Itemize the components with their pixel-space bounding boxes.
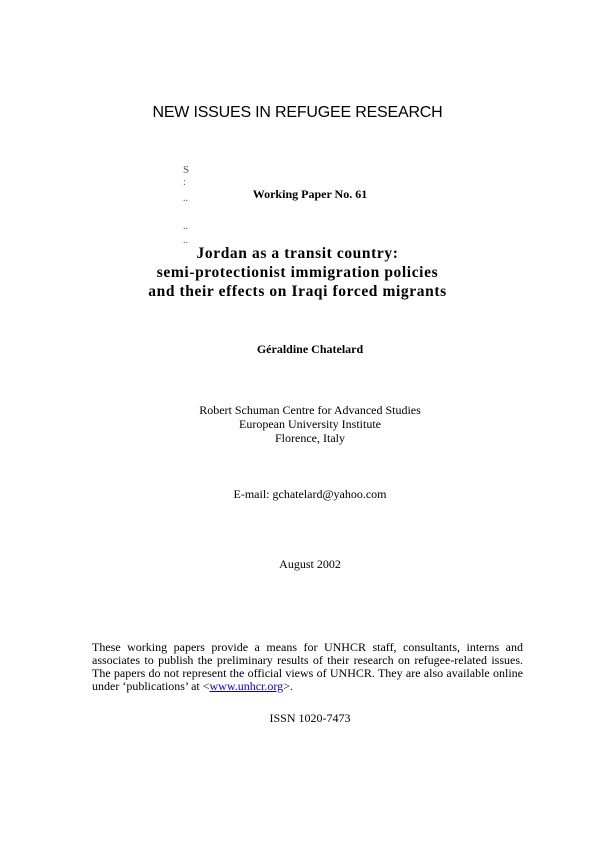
issn-number: ISSN 1020-7473 [269,711,351,725]
author-affiliation [0,403,595,445]
publication-date: August 2002 [279,557,341,571]
unhcr-link[interactable]: www.unhcr.org [209,679,284,693]
author-name: Géraldine Chatelard [256,342,364,356]
author-email: E-mail: gchatelard@yahoo.com [233,487,387,501]
stray-mark: .. [183,235,188,246]
affiliation-line: Florence, Italy [275,431,345,445]
affiliation-line: Robert Schuman Centre for Advanced Studies [199,403,421,417]
disclaimer-paragraph [92,641,523,693]
stray-mark: : [183,177,186,188]
stray-mark: S [183,164,190,176]
paper-title-line: semi-protectionist immigration policies [156,264,439,281]
working-paper-number: Working Paper No. 61 [252,187,368,201]
series-title: NEW ISSUES IN REFUGEE RESEARCH [152,104,443,121]
disclaimer-text-end: >. [283,679,293,693]
stray-mark: .. [183,193,188,204]
paper-title-line: Jordan as a transit country: [196,245,399,262]
stray-mark: .. [183,221,188,232]
paper-title [0,244,595,301]
paper-title-line: and their effects on Iraqi forced migrants [148,283,447,300]
disclaimer-text: These working papers provide a means for UNHCR staff, consultants, interns and associates to publish the preliminary results of their research on refugee-related issues. The papers do not represent the official views of UNHCR. They are also available online under ‘publications’ at < [92,640,523,693]
affiliation-line: European University Institute [239,417,381,431]
